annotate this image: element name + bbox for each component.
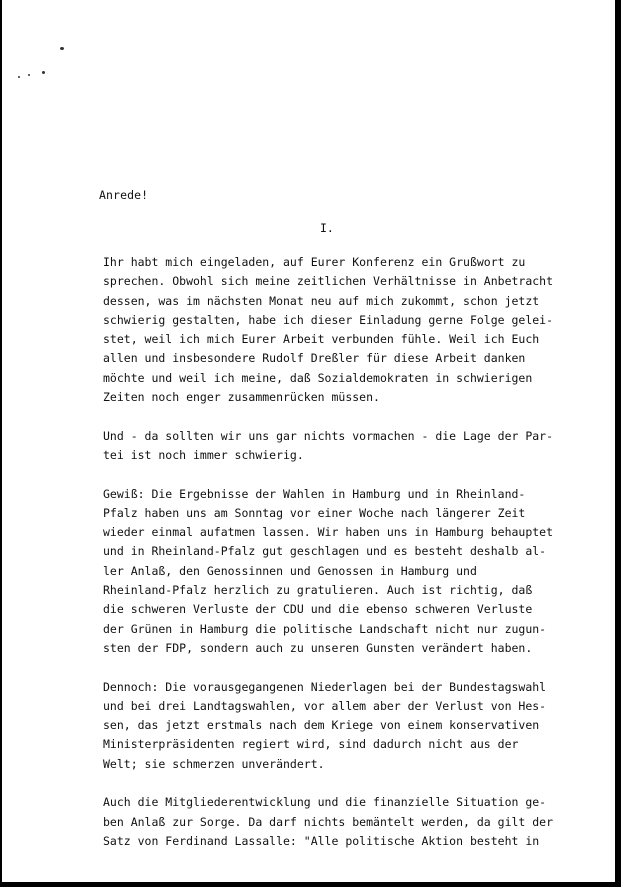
section-number: I. [320,221,334,235]
text-line: sen, das jetzt erstmals nach dem Kriege von einem konservativen [103,718,540,733]
salutation: Anrede! [99,188,149,202]
scan-speck [18,76,20,78]
document-page [2,0,615,882]
paragraph-2 [103,427,573,466]
paragraph-4 [103,678,573,774]
text-line: Zeiten noch enger zusammenrücken müssen. [103,390,380,405]
scan-speck [42,71,45,74]
text-line: allen und insbesondere Rudolf Dreßler für diese Arbeit danken [103,351,526,366]
text-line: wieder einmal aufatmen lassen. Wir haben uns in Hamburg behauptet [103,525,554,540]
text-line: und bei drei Landtagswahlen, vor allem aber der Verlust von Hes- [103,698,547,713]
scan-speck [28,74,30,76]
text-line: Dennoch: Die vorausgegangenen Niederlagen bei der Bundestagswahl [103,679,547,694]
paragraph-1 [103,253,573,407]
text-line: ben Anlaß zur Sorge. Da darf nichts bemäntelt werden, da gilt der [103,814,554,829]
text-line: tei ist noch immer schwierig. [103,447,304,462]
text-line: die schweren Verluste der CDU und die ebenso schweren Verluste [103,602,533,617]
text-line: sprechen. Obwohl sich meine zeitlichen Verhältnisse in Anbetracht [103,274,554,289]
text-line: der Grünen in Hamburg die politische Landschaft nicht nur zugun- [103,621,547,636]
paragraph-3 [103,485,573,659]
paragraph-5 [103,793,573,851]
text-line: und in Rheinland-Pfalz gut geschlagen und es besteht deshalb al- [103,544,547,559]
text-line: Ministerpräsidenten regiert wird, sind dadurch nicht aus der [103,737,519,752]
text-line: möchte und weil ich meine, daß Sozialdemokraten in schwierigen [103,370,533,385]
text-line: Gewiß: Die Ergebnisse der Wahlen in Hamburg und in Rheinland- [103,486,526,501]
text-line: sten der FDP, sondern auch zu unseren Gunsten verändert haben. [103,640,533,655]
text-line: Pfalz haben uns am Sonntag vor einer Woche nach längerer Zeit [103,505,526,520]
text-line: schwierig gestalten, habe ich dieser Einladung gerne Folge gelei- [103,312,554,327]
document-body [103,253,573,871]
text-line: dessen, was im nächsten Monat neu auf mich zukommt, schon jetzt [103,293,540,308]
text-line: Welt; sie schmerzen unverändert. [103,756,325,771]
text-line: stet, weil ich mich Eurer Arbeit verbunden fühle. Weil ich Euch [103,332,540,347]
text-line: Und - da sollten wir uns gar nichts vormachen - die Lage der Par- [103,428,554,443]
text-line: Ihr habt mich eingeladen, auf Eurer Konferenz ein Grußwort zu [103,255,526,269]
text-line: ler Anlaß, den Genossinnen und Genossen in Hamburg und [103,563,477,578]
text-line: Auch die Mitgliederentwicklung und die finanzielle Situation ge- [103,795,547,810]
text-line: Rheinland-Pfalz herzlich zu gratulieren. Auch ist richtig, daß [103,583,533,598]
scan-speck [60,47,64,50]
text-line: Satz von Ferdinand Lassalle: "Alle politische Aktion besteht in [103,833,540,848]
